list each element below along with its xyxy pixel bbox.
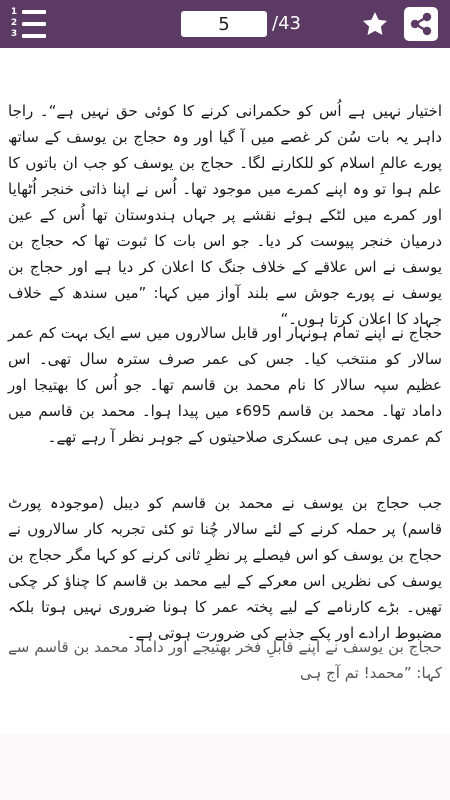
chapter-list-button[interactable]: [8, 6, 48, 42]
star-icon: [361, 10, 389, 38]
total-pages-label: /43: [272, 13, 301, 34]
book-page: [0, 48, 450, 734]
bookmark-button[interactable]: [361, 10, 389, 38]
share-icon: [404, 7, 438, 41]
numbered-list-icon: 1 2 3: [10, 7, 18, 39]
menu-line: [22, 10, 46, 14]
page-bottom-area: [0, 734, 450, 800]
page-number-input[interactable]: [181, 11, 267, 37]
menu-line: [22, 22, 46, 26]
menu-line: [22, 34, 46, 38]
paragraph: حجاج بن یوسف نے اپنے قابلِ فخر بھتیجے اور داماد محمد بن قاسم سے کہا: ”محمد! تم آج ہی: [8, 638, 442, 682]
paragraph: جب حجاج بن یوسف نے محمد بن قاسم کو دیبل (موجودہ پورٹ قاسم) پر حملہ کرنے کے لئے سالار چُنا تو کئی تجربہ کار سالاروں نے حجاج بن یوسف کو اس فیصلے پر نظرِ ثانی کرنے کو کہا مگر حجاج بن یوسف کی نظریں اس معرکے کے لیے محمد بن قاسم کا چناؤ کر چکی تھیں۔ بڑے کارنامے کے لیے پختہ عمر کا ہونا ضروری نہیں ہوتا بلکہ مضبوط ارادے اور پکے جذبے کی ضرورت ہوتی ہے۔: [8, 494, 442, 642]
paragraph: حجاج نے اپنے تمام ہونہار اور قابل سالاروں میں سے ایک بہت کم عمر سالار کو منتخب کیا۔ جس کی عمر صرف سترہ سال تھی۔ اس عظیم سپہ سالار کا نام محمد بن قاسم تھا۔ جو اُس کا بھتیجا اور داماد تھا۔ محمد بن قاسم 695ء میں پیدا ہوا۔ محمد بن قاسم میں کم عمری میں ہی عسکری صلاحیتوں کے جوہر نظر آ رہے تھے۔: [8, 324, 442, 446]
share-button[interactable]: [404, 7, 438, 41]
paragraph: اختیار نہیں ہے اُس کو حکمرانی کرنے کا کوئی حق نہیں ہے“۔ راجا داہر یہ بات سُن کر غصے میں آ گیا اور وہ حجاج بن یوسف کے ساتھ پورے عالمِ اسلام کو للکارنے لگا۔ حجاج بن یوسف کو جب ان باتوں کا علم ہوا تو وہ اپنے کمرے میں موجود تھا۔ اُس نے اپنا ذاتی خنجر اُٹھایا اور کمرے میں لٹکے ہوئے نقشے پر جہاں ہندوستان تھا اُس کے عین درمیان خنجر پیوست کر دیا۔ جو اس بات کا ثبوت تھا کہ حجاج بن یوسف نے اس علاقے کے خلاف جنگ کا اعلان کر دیا ہے اور حجاج بن یوسف نے پورے جوش سے بلند آواز میں کہا: ”میں سندھ کے خلاف جہاد کا اعلان کرتا ہوں۔“: [8, 102, 442, 328]
top-toolbar: [0, 0, 450, 48]
